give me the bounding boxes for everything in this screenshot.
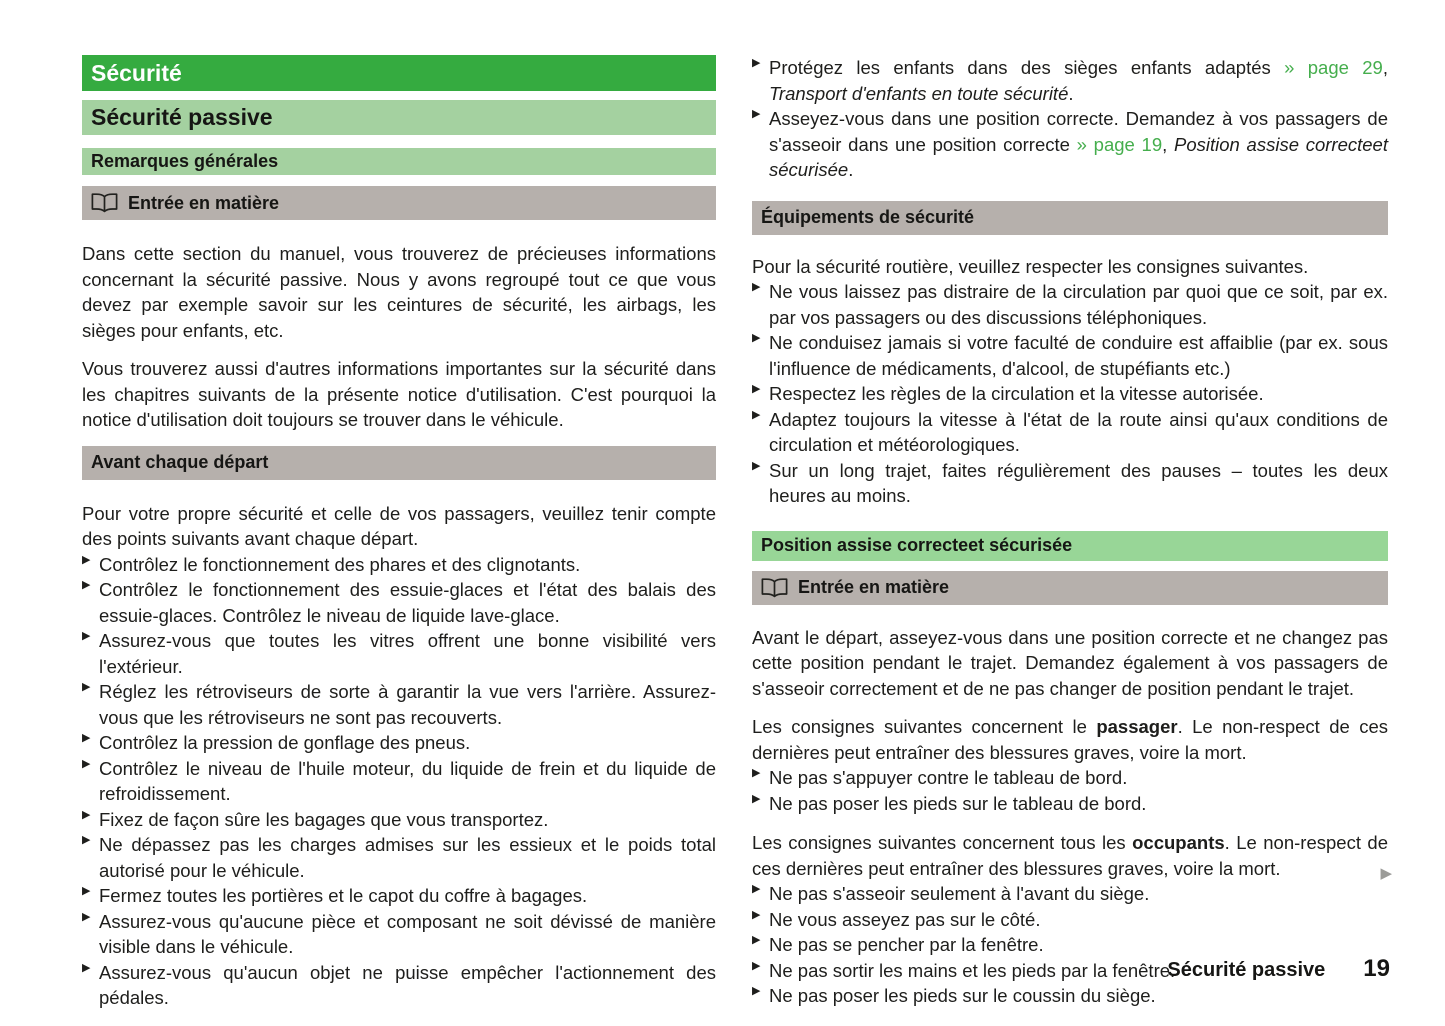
chapter-title-bar: [82, 55, 716, 91]
list-item-text: Assurez-vous qu'aucune pièce et composant ne soit dévissé de manière visible dans le véhicule.: [99, 910, 716, 958]
depart-intro-paragraph: Pour votre propre sécurité et celle de vos passagers, veuillez tenir compte des points suivants avant chaque départ.: [82, 502, 716, 550]
right-column: [752, 55, 1388, 1009]
intro-paragraph: Vous trouverez aussi d'autres informations importantes sur la sécurité dans les chapitres suivants de la présente notice d'utilisation. C'est pourquoi la notice d'utilisation doit toujours se trouver dans le véhicule.: [82, 358, 716, 431]
list-item-text: Ne vous asseyez pas sur le côté.: [769, 908, 1041, 930]
list-item-text: Contrôlez la pression de gonflage des pneus.: [99, 732, 471, 754]
list-item-text: Ne pas sortir les mains et les pieds par la fenêtre.: [769, 959, 1176, 981]
list-item-text: Assurez-vous qu'aucun objet ne puisse empêcher l'actionnement des pédales.: [99, 961, 716, 1009]
list-item: [752, 881, 1388, 907]
pre-departure-checklist: [82, 552, 716, 1011]
list-item: [752, 55, 1388, 106]
list-item-text: Adaptez toujours la vitesse à l'état de la route ainsi qu'aux conditions de circulation et météorologiques.: [769, 408, 1388, 456]
equipment-heading-bar: [752, 201, 1388, 235]
position-heading-label: Position assise correcteet sécurisée: [761, 535, 1073, 556]
page-29-link[interactable]: » page 29: [1284, 57, 1383, 78]
list-item-text: Ne pas s'asseoir seulement à l'avant du siège.: [769, 883, 1150, 905]
list-item: [752, 279, 1388, 330]
bullet-arrow-icon: ▶: [752, 934, 761, 947]
bullet-arrow-icon: ▶: [752, 959, 761, 972]
intro-heading-bar: [752, 571, 1388, 605]
emphasis-passager: passager: [1096, 716, 1178, 738]
road-safety-list: [752, 279, 1388, 509]
bullet-arrow-icon: ▶: [752, 383, 761, 396]
list-item-text: Fermez toutes les portières et le capot du coffre à bagages.: [99, 885, 588, 907]
list-item-text: Ne pas se pencher par la fenêtre.: [769, 934, 1044, 956]
list-item-text: Asseyez-vous dans une position correcte. Demandez à vos passagers de s'asseoir dans une position correcte: [769, 108, 1388, 155]
list-item-text: Protégez les enfants dans des sièges enfants adaptés: [769, 57, 1285, 78]
list-item-text: Contrôlez le niveau de l'huile moteur, du liquide de frein et du liquide de refroidissement.: [99, 757, 716, 805]
list-item: [82, 552, 716, 578]
list-item: [752, 381, 1388, 407]
intro-heading-bar: [82, 186, 716, 220]
bullet-arrow-icon: ▶: [82, 834, 91, 847]
list-item-text: Assurez-vous que toutes les vitres offrent une bonne visibilité vers l'extérieur.: [99, 630, 716, 677]
bullet-arrow-icon: ▶: [752, 281, 761, 294]
footer-section-label: Sécurité passive: [1167, 959, 1326, 981]
list-item-text: Respectez les règles de la circulation et la vitesse autorisée.: [769, 383, 1264, 405]
reference-title: Position assise correcteet sécurisée: [769, 133, 1388, 181]
open-book-icon: [91, 193, 118, 213]
list-item: [752, 458, 1388, 509]
page-continuation-icon: ▶: [1380, 865, 1392, 882]
list-item-text: Ne vous laissez pas distraire de la circulation par quoi que ce soit, par ex. par vos passagers ou des discussions téléphoniques.: [769, 281, 1388, 328]
subsection-title-bar: [82, 148, 716, 175]
bullet-arrow-icon: ▶: [82, 910, 91, 923]
list-item-text: Ne dépassez pas les charges admises sur les essieux et le poids total autorisé pour le véhicule.: [99, 834, 716, 881]
page-19-link[interactable]: » page 19: [1076, 133, 1163, 155]
list-item-text: Réglez les rétroviseurs de sorte à garantir la vue vers l'arrière. Assurez-vous que les rétroviseurs ne sont pas recouverts.: [99, 681, 716, 728]
position-intro-paragraph: Avant le départ, asseyez-vous dans une position correcte et ne changez pas cette position pendant le trajet. Demandez également à vos passagers de s'asseoir correctement et de ne pas changer de position pendant le trajet.: [752, 626, 1388, 699]
list-item: [752, 407, 1388, 458]
cross-reference-list: [752, 55, 1388, 183]
open-book-icon: [761, 578, 788, 598]
list-item: [752, 791, 1388, 817]
paragraph-text: Les consignes suivantes concernent le: [752, 716, 1097, 738]
list-item: [82, 883, 716, 909]
equipment-intro-paragraph: Pour la sécurité routière, veuillez respecter les consignes suivantes.: [752, 255, 1309, 277]
list-item-text: .: [848, 159, 854, 181]
paragraph-text: . Le non-respect de ces dernières peut entraîner des blessures graves, voire la mort.: [752, 832, 1388, 879]
list-item: [82, 577, 716, 628]
bullet-arrow-icon: ▶: [752, 985, 761, 998]
list-item: [752, 983, 1388, 1009]
list-item-text: Ne pas s'appuyer contre le tableau de bord.: [769, 767, 1128, 789]
list-item: [82, 909, 716, 960]
bullet-arrow-icon: ▶: [82, 579, 91, 592]
bullet-arrow-icon: ▶: [82, 757, 91, 770]
occupants-rules-list: [752, 881, 1388, 1009]
intro-paragraph: Dans cette section du manuel, vous trouverez de précieuses informations concernant la sécurité passive. Nous y avons regroupé tout ce que vous devez par exemple savoir sur les ceintures de sécurité, les airbags, les sièges pour enfants, etc.: [82, 243, 716, 341]
occupants-rules-paragraph: [752, 830, 1388, 881]
left-column: [82, 55, 716, 1024]
intro-heading-label: Entrée en matière: [128, 192, 280, 213]
bullet-arrow-icon: ▶: [82, 885, 91, 898]
bullet-arrow-icon: ▶: [82, 732, 91, 745]
passenger-rules-paragraph: [752, 714, 1388, 765]
list-item-text: Contrôlez le fonctionnement des phares et des clignotants.: [99, 553, 581, 575]
list-item: [82, 832, 716, 883]
list-item: [82, 807, 716, 833]
bullet-arrow-icon: ▶: [752, 332, 761, 345]
list-item: [82, 730, 716, 756]
list-item: [82, 960, 716, 1011]
list-item-text: Sur un long trajet, faites régulièrement des pauses – toutes les deux heures au moins.: [769, 459, 1388, 507]
section-title-bar: [82, 100, 716, 135]
list-item-text: Contrôlez le fonctionnement des essuie-glaces et l'état des balais des essuie-glaces. Contrôlez le niveau de liquide lave-glace.: [99, 579, 716, 626]
bullet-arrow-icon: ▶: [82, 681, 91, 694]
depart-heading-bar: [82, 446, 716, 480]
reference-title: Transport d'enfants en toute sécurité: [769, 82, 1069, 104]
list-item: [82, 679, 716, 730]
bullet-arrow-icon: ▶: [752, 883, 761, 896]
bullet-arrow-icon: ▶: [752, 792, 761, 805]
page-footer: [1167, 955, 1390, 983]
list-item-text: Ne pas poser les pieds sur le tableau de bord.: [769, 792, 1147, 814]
depart-heading-label: Avant chaque départ: [91, 452, 269, 473]
bullet-arrow-icon: ▶: [82, 808, 91, 821]
paragraph-text: Les consignes suivantes concernent tous les: [752, 832, 1133, 854]
list-item-text: Fixez de façon sûre les bagages que vous transportez.: [99, 808, 549, 830]
bullet-arrow-icon: ▶: [752, 767, 761, 780]
bullet-arrow-icon: ▶: [752, 459, 761, 472]
list-item: [752, 330, 1388, 381]
bullet-arrow-icon: ▶: [82, 553, 91, 566]
paragraph-text: . Le non-respect de ces dernières peut entraîner des blessures graves, voire la mort.: [752, 716, 1389, 763]
bullet-arrow-icon: ▶: [82, 630, 91, 643]
list-item: [752, 106, 1388, 183]
list-item-text: ,: [1162, 133, 1175, 155]
emphasis-occupants: occupants: [1132, 832, 1225, 854]
section-title: Sécurité passive: [91, 104, 273, 130]
position-heading-bar: [752, 531, 1388, 561]
bullet-arrow-icon: ▶: [752, 908, 761, 921]
list-item-text: Ne pas poser les pieds sur le coussin du siège.: [769, 985, 1156, 1007]
subsection-title: Remarques générales: [91, 151, 279, 171]
list-item: [752, 765, 1388, 791]
bullet-arrow-icon: ▶: [82, 961, 91, 974]
bullet-arrow-icon: ▶: [752, 108, 761, 121]
list-item: [82, 628, 716, 679]
chapter-title: Sécurité: [91, 59, 182, 86]
list-item-text: .: [1068, 82, 1074, 104]
equipment-heading-label: Équipements de sécurité: [761, 207, 975, 228]
bullet-arrow-icon: ▶: [752, 408, 761, 421]
list-item: [82, 756, 716, 807]
list-item-text: Ne conduisez jamais si votre faculté de conduire est affaiblie (par ex. sous l'influence de médicaments, d'alcool, de stupéfiants etc.): [769, 332, 1388, 379]
bullet-arrow-icon: ▶: [752, 57, 761, 69]
list-item-text: ,: [1382, 57, 1388, 78]
list-item: [752, 907, 1388, 933]
passenger-rules-list: [752, 765, 1388, 816]
intro-heading-label: Entrée en matière: [798, 577, 950, 598]
footer-page-number: 19: [1363, 955, 1390, 982]
